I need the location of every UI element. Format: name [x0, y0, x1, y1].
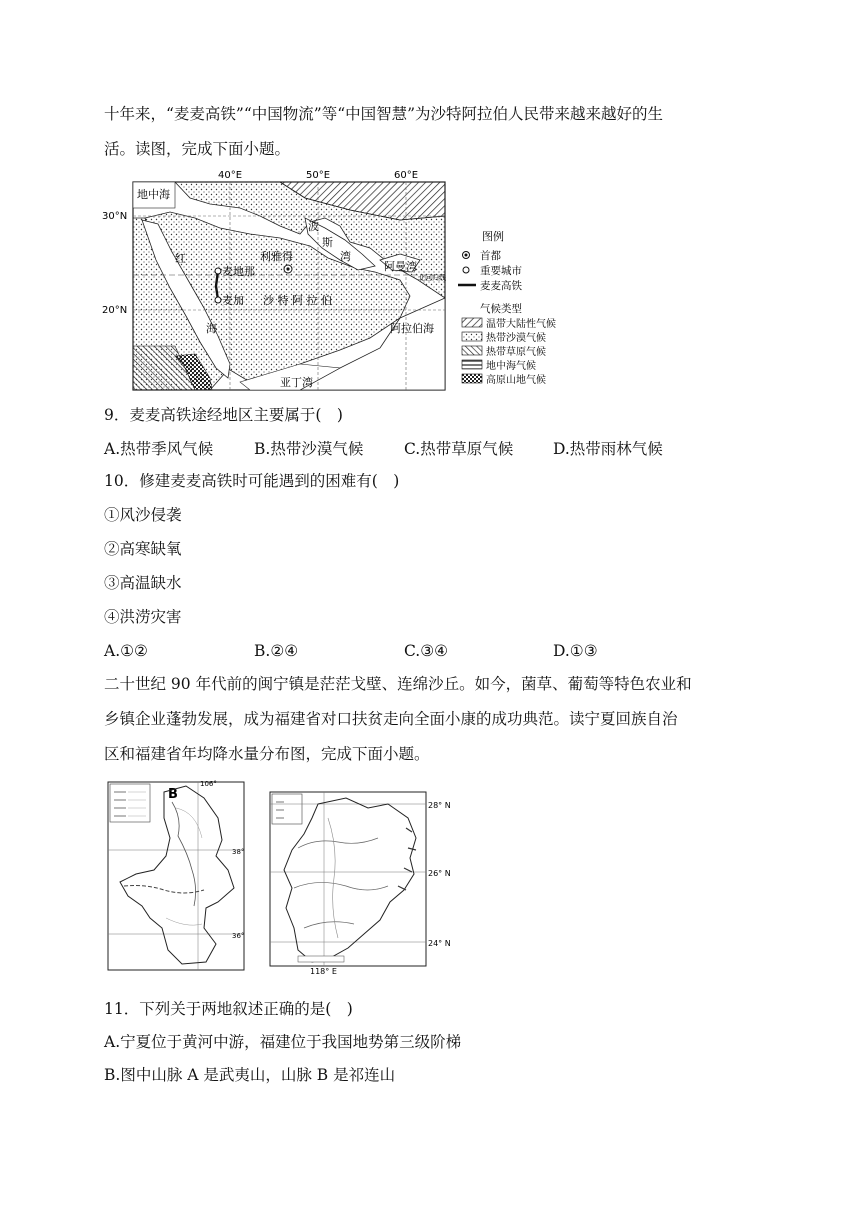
- lon-label: 50°E: [305, 170, 331, 181]
- lon-label: 60°E: [393, 170, 419, 181]
- q10-item: ③高温缺水: [104, 574, 182, 592]
- legend-title: 气候类型: [480, 303, 522, 315]
- map-place-label: 湾: [340, 250, 351, 263]
- lon-label: 118° E: [310, 967, 337, 974]
- q9-option-b[interactable]: B.热带沙漠气候: [254, 440, 364, 458]
- q10-option-d[interactable]: D.①③: [553, 642, 598, 660]
- lat-label: 20°N: [102, 305, 128, 316]
- question-11-stem: 11．下列关于两地叙述正确的是( ): [104, 1000, 353, 1018]
- map-place-label: 地中海: [137, 188, 170, 201]
- legend-label: 热带草原气候: [486, 347, 546, 358]
- map-place-label: 波: [308, 220, 319, 233]
- legend-label: 地中海气候: [486, 361, 536, 372]
- lat-label: 24° N: [428, 939, 451, 948]
- q10-option-a[interactable]: A.①②: [104, 642, 148, 660]
- lat-label: 36°: [232, 932, 245, 940]
- ningxia-precipitation-map: [106, 778, 266, 974]
- map-place-label: 阿曼湾: [384, 260, 417, 273]
- lon-label: 40°E: [217, 170, 243, 181]
- lat-label: 38°: [232, 848, 245, 856]
- q10-option-c[interactable]: C.③④: [404, 642, 449, 660]
- intro-text-line: 区和福建省年均降水量分布图，完成下面小题。: [104, 745, 430, 763]
- lat-label: 28° N: [428, 801, 451, 810]
- map-place-label: 红: [175, 252, 186, 265]
- intro-text-line: 十年来，“麦麦高铁”“中国物流”等“中国智慧”为沙特阿拉伯人民带来越来越好的生: [104, 105, 664, 123]
- q10-item: ①风沙侵袭: [104, 506, 182, 524]
- lon-label: 106°: [200, 780, 217, 788]
- intro-text-line: 活。读图，完成下面小题。: [104, 140, 291, 158]
- legend-label: 热带沙漠气候: [486, 333, 546, 344]
- q9-option-c[interactable]: C.热带草原气候: [404, 440, 514, 458]
- question-10-stem: 10．修建麦麦高铁时可能遇到的困难有( ): [104, 472, 400, 490]
- map-place-label: 北回归线: [418, 274, 446, 282]
- map-place-label: 麦加: [222, 294, 244, 307]
- legend-label: 温带大陆性气候: [486, 319, 556, 330]
- q10-option-b[interactable]: B.②④: [254, 642, 299, 660]
- map-place-label: 阿拉伯海: [390, 322, 434, 335]
- saudi-climate-map: [100, 168, 560, 394]
- intro-text-line: 二十世纪 90 年代前的闽宁镇是茫茫戈壁、连绵沙丘。如今，菌草、葡萄等特色农业和: [104, 675, 692, 693]
- q10-item: ②高寒缺氧: [104, 540, 182, 558]
- q11-option-b[interactable]: B.图中山脉 A 是武夷山，山脉 B 是祁连山: [104, 1066, 396, 1084]
- mountain-label-b: B: [168, 787, 178, 802]
- lat-label: 26° N: [428, 869, 451, 878]
- q9-option-d[interactable]: D.热带雨林气候: [553, 440, 663, 458]
- map-place-label: 沙 特 阿 拉 伯: [263, 294, 332, 307]
- intro-text-line: 乡镇企业蓬勃发展，成为福建省对口扶贫走向全面小康的成功典范。读宁夏回族自治: [104, 710, 678, 728]
- legend-label: 重要城市: [480, 265, 522, 277]
- fujian-precipitation-map: [268, 778, 468, 974]
- map-place-label: 斯: [322, 236, 333, 249]
- legend-label: 高原山地气候: [486, 375, 546, 386]
- map-place-label: 亚丁湾: [280, 376, 313, 389]
- q11-option-a[interactable]: A.宁夏位于黄河中游，福建位于我国地势第三级阶梯: [104, 1033, 462, 1051]
- medina-marker: [215, 268, 221, 274]
- lat-label: 30°N: [102, 211, 128, 222]
- legend-label: 麦麦高铁: [480, 280, 522, 292]
- question-9-stem: 9．麦麦高铁途经地区主要属于( ): [104, 406, 343, 424]
- map-place-label: 海: [206, 322, 217, 335]
- q9-option-a[interactable]: A.热带季风气候: [104, 440, 214, 458]
- legend-title: 图例: [482, 230, 504, 243]
- mecca-marker: [215, 297, 221, 303]
- legend-label: 首都: [480, 250, 501, 262]
- map-place-label: 利雅得: [260, 250, 293, 263]
- map-place-label: 麦地那: [222, 265, 255, 278]
- q10-item: ④洪涝灾害: [104, 608, 182, 626]
